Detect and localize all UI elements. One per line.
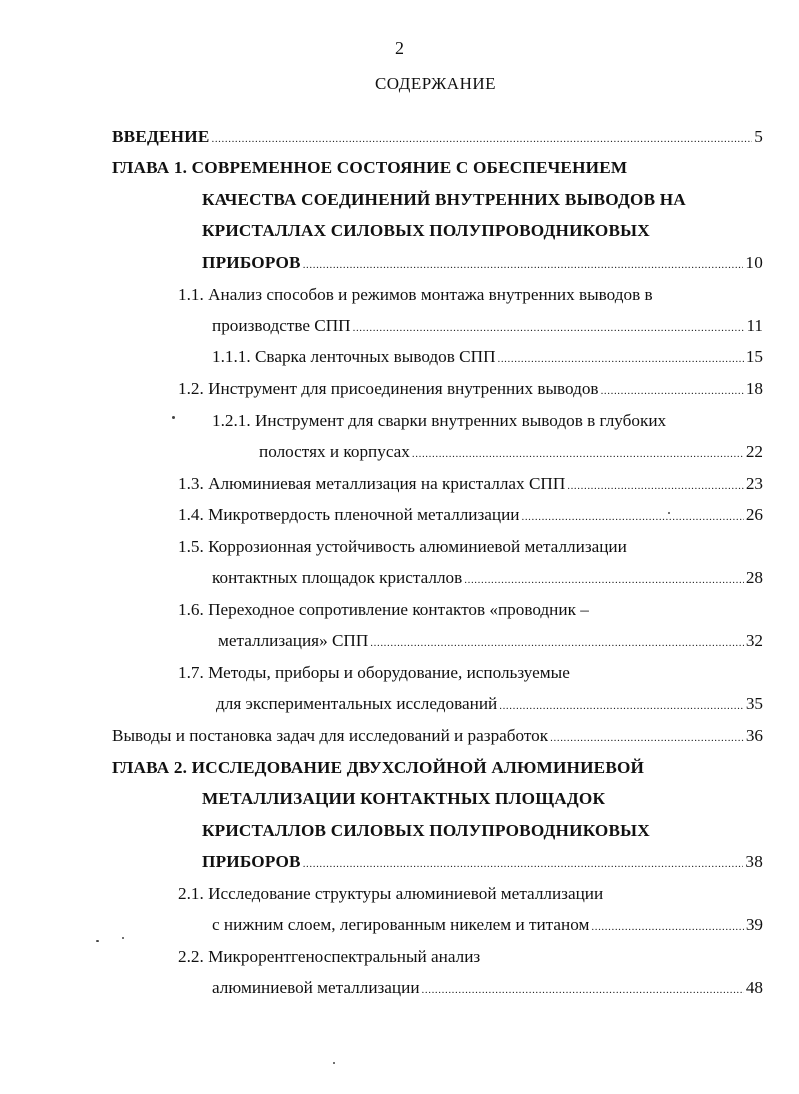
toc-entry-text: 1.4. Микротвердость пленочной металлизации	[178, 505, 520, 524]
toc-page-number: 5	[754, 127, 763, 146]
toc-page-number: 11	[746, 316, 763, 335]
leader-dots	[601, 378, 744, 404]
toc-entry-chapter-2-line-3[interactable]	[202, 818, 650, 844]
toc-entry-1-1-1[interactable]	[212, 344, 763, 370]
toc-page-number: 38	[745, 852, 763, 871]
toc-entry-text: для экспериментальных исследований	[216, 694, 498, 713]
toc-entry-text: с нижним слоем, легированным никелем и титаном	[212, 915, 590, 934]
toc-page-number: 23	[745, 474, 763, 493]
toc-entry-chapter-1-line-1[interactable]	[112, 155, 627, 181]
toc-entry-text: КАЧЕСТВА СОЕДИНЕНИЙ ВНУТРЕННИХ ВЫВОДОВ НА	[202, 190, 686, 209]
toc-entry-chapter-1-line-3[interactable]	[202, 218, 650, 244]
toc-entry-text: алюминиевой металлизации	[212, 978, 420, 997]
toc-page-number: 39	[745, 915, 763, 934]
toc-page-number: 22	[745, 442, 763, 461]
toc-entry-text: ПРИБОРОВ	[202, 852, 301, 871]
toc-entry-chapter-2-line-2[interactable]	[202, 786, 605, 812]
toc-page-number: 28	[745, 568, 763, 587]
leader-dots	[464, 567, 744, 593]
scan-speck	[122, 937, 124, 939]
toc-entry-text: 1.6. Переходное сопротивление контактов «проводник –	[178, 600, 589, 619]
toc-entry-text: 1.7. Методы, приборы и оборудование, используемые	[178, 663, 570, 682]
toc-entry-1-5-line-2[interactable]	[212, 565, 763, 591]
toc-entry-1-6-line-1[interactable]	[178, 597, 589, 623]
toc-entry-chapter-2-line-1[interactable]	[112, 755, 644, 781]
toc-page-number: 15	[745, 347, 763, 366]
toc-entry-2-1-line-1[interactable]	[178, 881, 603, 907]
leader-dots	[497, 346, 743, 372]
toc-entry-text: МЕТАЛЛИЗАЦИИ КОНТАКТНЫХ ПЛОЩАДОК	[202, 789, 606, 808]
toc-page-number: 48	[745, 978, 763, 997]
toc-entry-1-1-line-2[interactable]	[212, 313, 763, 339]
leader-dots	[550, 725, 744, 751]
toc-entry-1-7-line-2[interactable]	[216, 691, 763, 717]
leader-dots	[370, 630, 744, 656]
toc-entry-introduction[interactable]	[112, 124, 763, 150]
scan-speck	[172, 416, 175, 419]
leader-dots	[303, 851, 744, 877]
toc-entry-chapter-1-line-2[interactable]	[202, 187, 686, 213]
toc-entry-text: ВВЕДЕНИЕ	[112, 127, 210, 146]
toc-page-number: 32	[745, 631, 763, 650]
toc-entry-text: 1.3. Алюминиевая металлизация на кристаллах СПП	[178, 474, 566, 493]
leader-dots	[353, 315, 745, 341]
toc-entry-1-6-line-2[interactable]	[218, 628, 763, 654]
toc-entry-text: ГЛАВА 2. ИССЛЕДОВАНИЕ ДВУХСЛОЙНОЙ АЛЮМИНИЕВОЙ	[112, 758, 645, 777]
toc-entry-text: полостях и корпусах	[259, 442, 410, 461]
leader-dots	[412, 441, 744, 467]
toc-entry-1-7-line-1[interactable]	[178, 660, 570, 686]
toc-entry-text: 1.2. Инструмент для присоединения внутренних выводов	[178, 379, 599, 398]
toc-entry-1-3[interactable]	[178, 471, 763, 497]
toc-title: СОДЕРЖАНИЕ	[374, 74, 497, 93]
toc-entry-text: КРИСТАЛЛОВ СИЛОВЫХ ПОЛУПРОВОДНИКОВЫХ	[202, 821, 650, 840]
toc-entry-text: контактных площадок кристаллов	[212, 568, 463, 587]
toc-entry-2-2-line-2[interactable]	[212, 975, 763, 1001]
toc-entry-text: 1.1.1. Сварка ленточных выводов СПП	[212, 347, 496, 366]
toc-entry-1-4[interactable]	[178, 502, 763, 528]
toc-page-number: 10	[745, 253, 763, 272]
toc-page-number: 18	[745, 379, 763, 398]
toc-entry-text: металлизация» СПП	[218, 631, 369, 650]
leader-dots	[521, 504, 743, 530]
toc-entry-text: ПРИБОРОВ	[202, 253, 301, 272]
toc-entry-1-2-1-line-1[interactable]	[212, 408, 666, 434]
toc-entry-text: 1.1. Анализ способов и режимов монтажа внутренних выводов в	[178, 285, 653, 304]
leader-dots	[211, 126, 752, 152]
toc-entry-1-1-line-1[interactable]	[178, 282, 653, 308]
leader-dots	[567, 473, 744, 499]
leader-dots	[499, 693, 744, 719]
toc-page-number: 35	[745, 694, 763, 713]
toc-entry-text: 1.5. Коррозионная устойчивость алюминиевой металлизации	[178, 537, 627, 556]
toc-entry-1-5-line-1[interactable]	[178, 534, 627, 560]
toc-entry-1-2-1-line-2[interactable]	[259, 439, 763, 465]
scan-speck	[96, 940, 99, 942]
toc-entry-conclusions[interactable]	[112, 723, 763, 749]
scan-speck	[333, 1062, 335, 1064]
toc-entry-text: 2.1. Исследование структуры алюминиевой металлизации	[178, 884, 604, 903]
toc-entry-2-2-line-1[interactable]	[178, 944, 480, 970]
toc-entry-text: 2.2. Микрорентгеноспектральный анализ	[178, 947, 481, 966]
leader-dots	[303, 252, 744, 278]
toc-entry-text: 1.2.1. Инструмент для сварки внутренних выводов в глубоких	[212, 411, 667, 430]
toc-entry-text: производстве СПП	[212, 316, 351, 335]
toc-entry-text: КРИСТАЛЛАХ СИЛОВЫХ ПОЛУПРОВОДНИКОВЫХ	[202, 221, 650, 240]
toc-page-number: 26	[745, 505, 763, 524]
toc-entry-2-1-line-2[interactable]	[212, 912, 763, 938]
page-number: 2	[395, 38, 404, 58]
toc-page-number: 36	[745, 726, 763, 745]
toc-entry-chapter-2-line-4[interactable]	[202, 849, 763, 875]
toc-entry-1-2[interactable]	[178, 376, 763, 402]
toc-entry-text: ГЛАВА 1. СОВРЕМЕННОЕ СОСТОЯНИЕ С ОБЕСПЕЧЕНИЕМ	[112, 158, 628, 177]
leader-dots	[591, 914, 743, 940]
scan-speck	[668, 512, 670, 514]
toc-entry-text: Выводы и постановка задач для исследований и разработок	[112, 726, 549, 745]
leader-dots	[422, 977, 744, 1003]
toc-entry-chapter-1-line-4[interactable]	[202, 250, 763, 276]
